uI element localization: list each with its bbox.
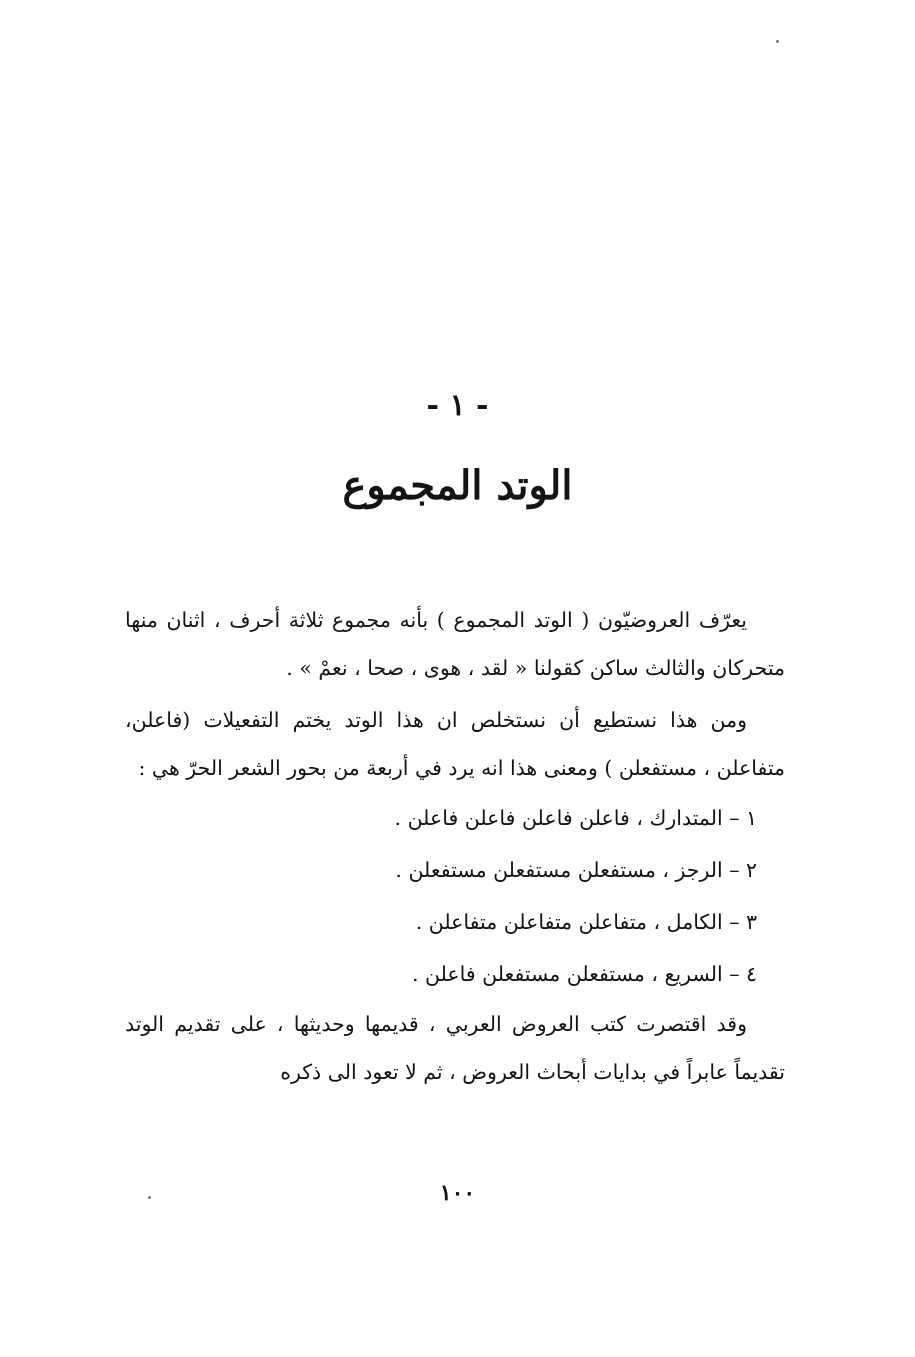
list-item: ٣ – الكامل ، متفاعلن متفاعلن متفاعلن .: [415, 910, 757, 934]
page-number: ١٠٠: [439, 1180, 476, 1206]
list-item: ١ – المتدارك ، فاعلن فاعلن فاعلن فاعلن .: [394, 806, 757, 830]
list-item: ٤ – السريع ، مستفعلن مستفعلن فاعلن .: [411, 962, 757, 986]
chapter-title: الوتد المجموع: [342, 462, 573, 509]
body-text: [125, 596, 785, 1096]
paragraph-feet: ومن هذا نستطيع أن نستخلص ان هذا الوتد يختم التفعيلات (فاعلن، متفاعلن ، مستفعلن ) ومعنى هذا انه يرد في أربعة من بحور الشعر الحرّ هي :: [125, 708, 785, 780]
meters-list: [125, 792, 785, 1000]
list-item: ٢ – الرجز ، مستفعلن مستفعلن مستفعلن .: [395, 858, 757, 882]
speck-top-right: [776, 40, 779, 43]
paragraph-definition: يعرّف العروضيّون ( الوتد المجموع ) بأنه مجموع ثلاثة أحرف ، اثنان منها متحركان والثالث ساكن كقولنا « لقد ، هوى ، صحا ، نعمْ » .: [125, 608, 785, 680]
section-number: - ١ -: [426, 388, 489, 423]
paragraph-books: وقد اقتصرت كتب العروض العربي ، قديمها وحديثها ، على تقديم الوتد تقديماً عابراً في بدايات أبحاث العروض ، ثم لا تعود الى ذكره: [125, 1012, 785, 1084]
